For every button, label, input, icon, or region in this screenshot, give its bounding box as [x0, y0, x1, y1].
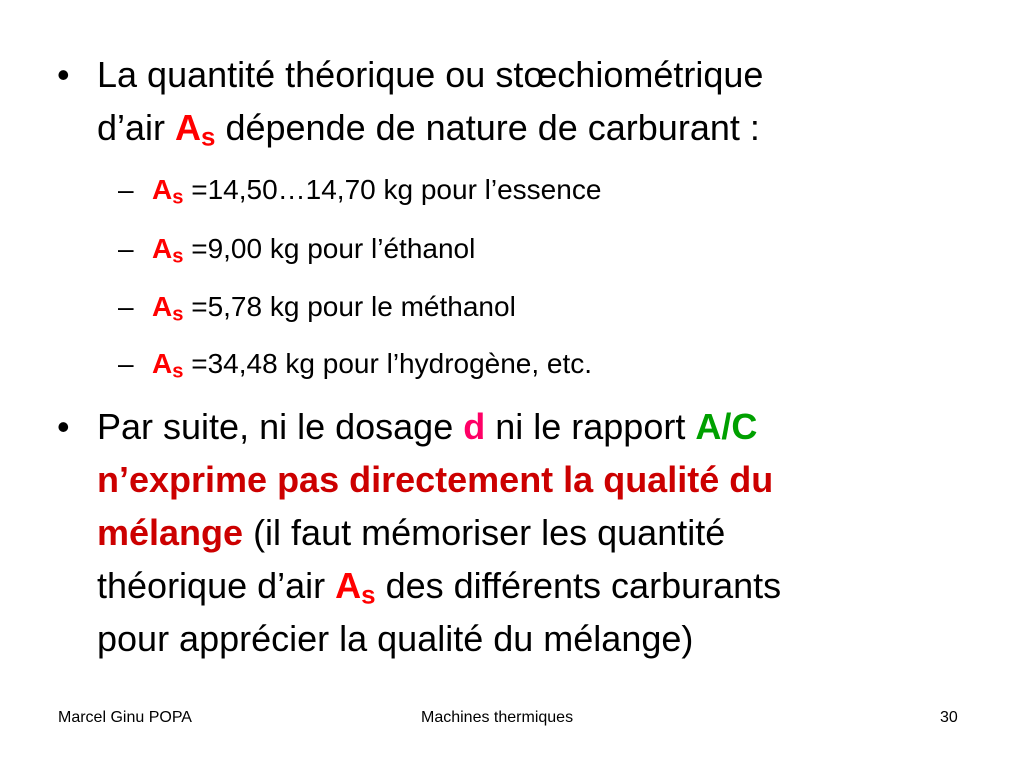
symbol-subscript: s: [201, 123, 216, 152]
sub-item-text: [152, 346, 592, 382]
symbol-letter: A: [152, 233, 173, 264]
air-quantity-symbol: [152, 348, 184, 383]
sub-item-methanol: [0, 289, 1024, 329]
text-fragment: dépende de nature de carburant :: [215, 107, 760, 148]
air-quantity-symbol: [152, 174, 184, 209]
dosage-symbol: d: [463, 406, 486, 447]
text-fragment: des différents carburants: [375, 565, 782, 606]
bullet-line: La quantité théorique ou stœchiométrique: [97, 54, 764, 95]
text-fragment: =34,48 kg pour l’hydrogène, etc.: [183, 348, 593, 379]
dash-marker: –: [118, 291, 134, 322]
sub-item-essence: [0, 172, 1024, 212]
bullet-text: [97, 400, 997, 665]
text-fragment: Par suite, ni le dosage: [97, 406, 464, 447]
air-quantity-symbol: [335, 565, 376, 610]
symbol-subscript: s: [361, 581, 376, 610]
bullet-line: [97, 506, 997, 559]
sub-item-text: [152, 289, 516, 325]
symbol-letter: A: [152, 174, 173, 205]
sub-item-hydrogen: [0, 346, 1024, 386]
symbol-subscript: s: [172, 245, 184, 268]
symbol-letter: A: [152, 348, 173, 379]
footer-page-number: 30: [940, 709, 958, 726]
symbol-subscript: s: [172, 303, 184, 326]
dash-marker: –: [118, 174, 134, 205]
air-quantity-symbol: [152, 233, 184, 268]
bullet-line: [97, 559, 997, 612]
air-quantity-symbol: [152, 291, 184, 326]
bullet-mixture-quality: [0, 400, 1024, 670]
sub-item-ethanol: [0, 231, 1024, 271]
air-quantity-symbol: [175, 107, 216, 152]
symbol-letter: A: [175, 107, 202, 148]
symbol-subscript: s: [172, 186, 184, 209]
air-fuel-ratio-symbol: A/C: [695, 406, 758, 447]
symbol-subscript: s: [172, 360, 184, 383]
dash-marker: –: [118, 233, 134, 264]
bullet-text: [97, 48, 997, 154]
bullet-line: [97, 101, 997, 154]
emphasis-line: n’exprime pas directement la qualité du: [97, 459, 774, 500]
text-fragment: =9,00 kg pour l’éthanol: [183, 233, 476, 264]
text-fragment: (il faut mémoriser les quantité: [243, 512, 726, 553]
dash-marker: –: [118, 348, 134, 379]
text-fragment: =14,50…14,70 kg pour l’essence: [183, 174, 602, 205]
bullet-marker: •: [57, 406, 70, 447]
symbol-letter: A: [335, 565, 362, 606]
emphasis-word: mélange: [97, 512, 244, 553]
bullet-stoichiometric-air: [0, 48, 1024, 158]
footer-title: Machines thermiques: [421, 709, 574, 726]
bullet-marker: •: [57, 54, 70, 95]
footer-author: Marcel Ginu POPA: [58, 709, 192, 726]
symbol-letter: A: [152, 291, 173, 322]
text-fragment: =5,78 kg pour le méthanol: [183, 291, 516, 322]
bullet-line: pour apprécier la qualité du mélange): [97, 618, 694, 659]
bullet-line: [97, 400, 997, 453]
sub-item-text: [152, 172, 601, 208]
sub-item-text: [152, 231, 475, 267]
text-fragment: d’air: [97, 107, 176, 148]
text-fragment: ni le rapport: [485, 406, 696, 447]
text-fragment: théorique d’air: [97, 565, 336, 606]
